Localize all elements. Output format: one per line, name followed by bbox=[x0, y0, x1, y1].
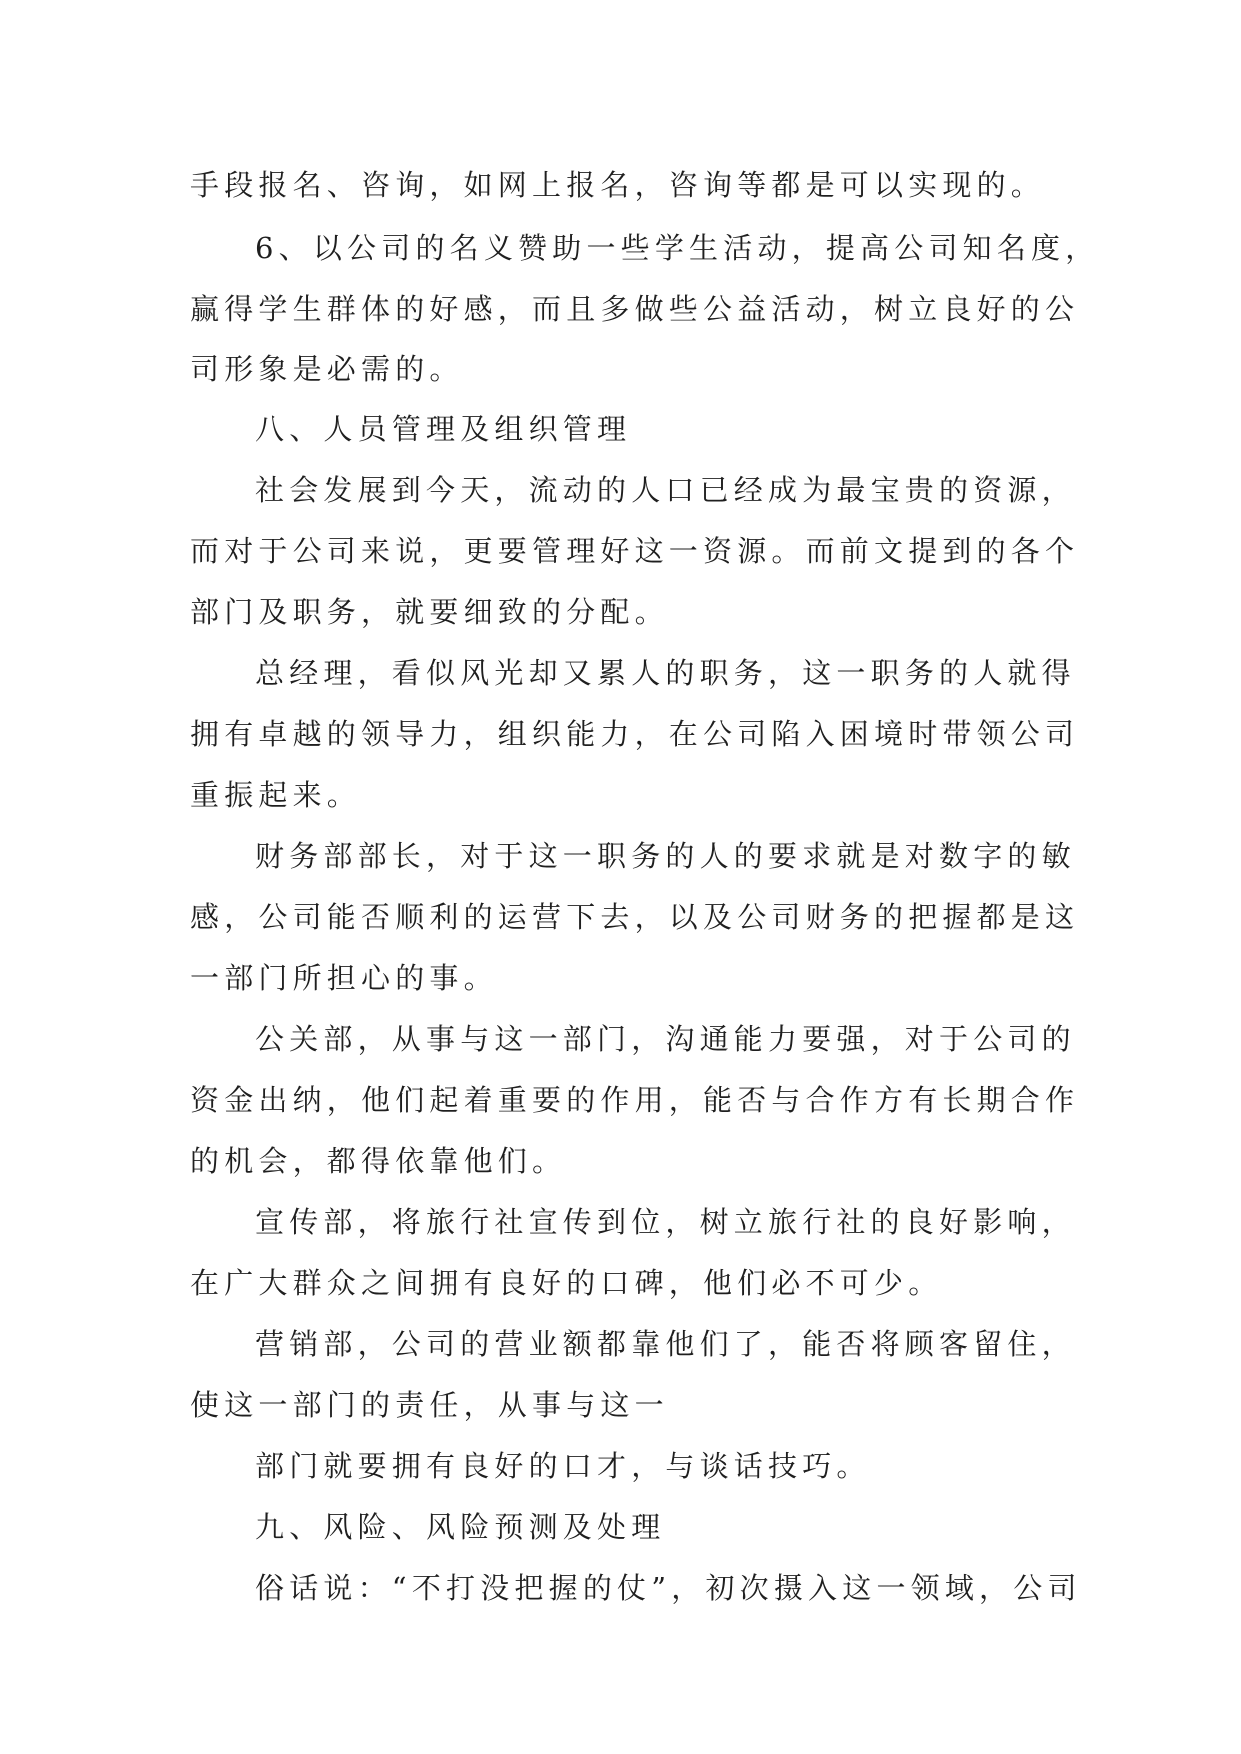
text-line-15: 公关部，从事与这一部门，沟通能力要强，对于公司的 bbox=[255, 1022, 1076, 1056]
text-line-19: 在广大群众之间拥有良好的口碑，他们必不可少。 bbox=[190, 1266, 943, 1300]
text-line-13: 感，公司能否顺利的运营下去，以及公司财务的把握都是这 bbox=[190, 900, 1080, 934]
text-line-7: 而对于公司来说，更要管理好这一资源。而前文提到的各个 bbox=[190, 534, 1080, 568]
text-line-16: 资金出纳，他们起着重要的作用，能否与合作方有长期合作 bbox=[190, 1083, 1080, 1117]
text-line-12: 财务部部长，对于这一职务的人的要求就是对数字的敏 bbox=[255, 839, 1076, 873]
text-line-1: 手段报名、咨询，如网上报名，咨询等都是可以实现的。 bbox=[190, 168, 1046, 202]
text-line-9: 总经理，看似风光却又累人的职务，这一职务的人就得 bbox=[255, 656, 1076, 690]
section-heading-8: 八、人员管理及组织管理 bbox=[255, 412, 632, 446]
text-line-3: 赢得学生群体的好感，而且多做些公益活动，树立良好的公 bbox=[190, 292, 1080, 326]
text-line-17: 的机会，都得依靠他们。 bbox=[190, 1144, 567, 1178]
text-line-4: 司形象是必需的。 bbox=[190, 352, 464, 386]
text-line-22: 部门就要拥有良好的口才，与谈话技巧。 bbox=[255, 1449, 871, 1483]
text-line-11: 重振起来。 bbox=[190, 778, 362, 812]
text-line-2: 6、以公司的名义赞助一些学生活动，提高公司知名度， bbox=[255, 231, 1100, 265]
text-line-8: 部门及职务，就要细致的分配。 bbox=[190, 595, 669, 629]
text-line-6: 社会发展到今天，流动的人口已经成为最宝贵的资源， bbox=[255, 473, 1076, 507]
text-line-10: 拥有卓越的领导力，组织能力，在公司陷入困境时带领公司 bbox=[190, 717, 1080, 751]
text-line-24: 俗话说：“不打没把握的仗”，初次摄入这一领域，公司 bbox=[255, 1571, 1082, 1605]
text-line-14: 一部门所担心的事。 bbox=[190, 961, 498, 995]
text-line-18: 宣传部，将旅行社宣传到位，树立旅行社的良好影响， bbox=[255, 1205, 1076, 1239]
section-heading-9: 九、风险、风险预测及处理 bbox=[255, 1510, 666, 1544]
text-line-21: 使这一部门的责任，从事与这一 bbox=[190, 1388, 669, 1422]
text-line-20: 营销部，公司的营业额都靠他们了，能否将顾客留住， bbox=[255, 1327, 1076, 1361]
